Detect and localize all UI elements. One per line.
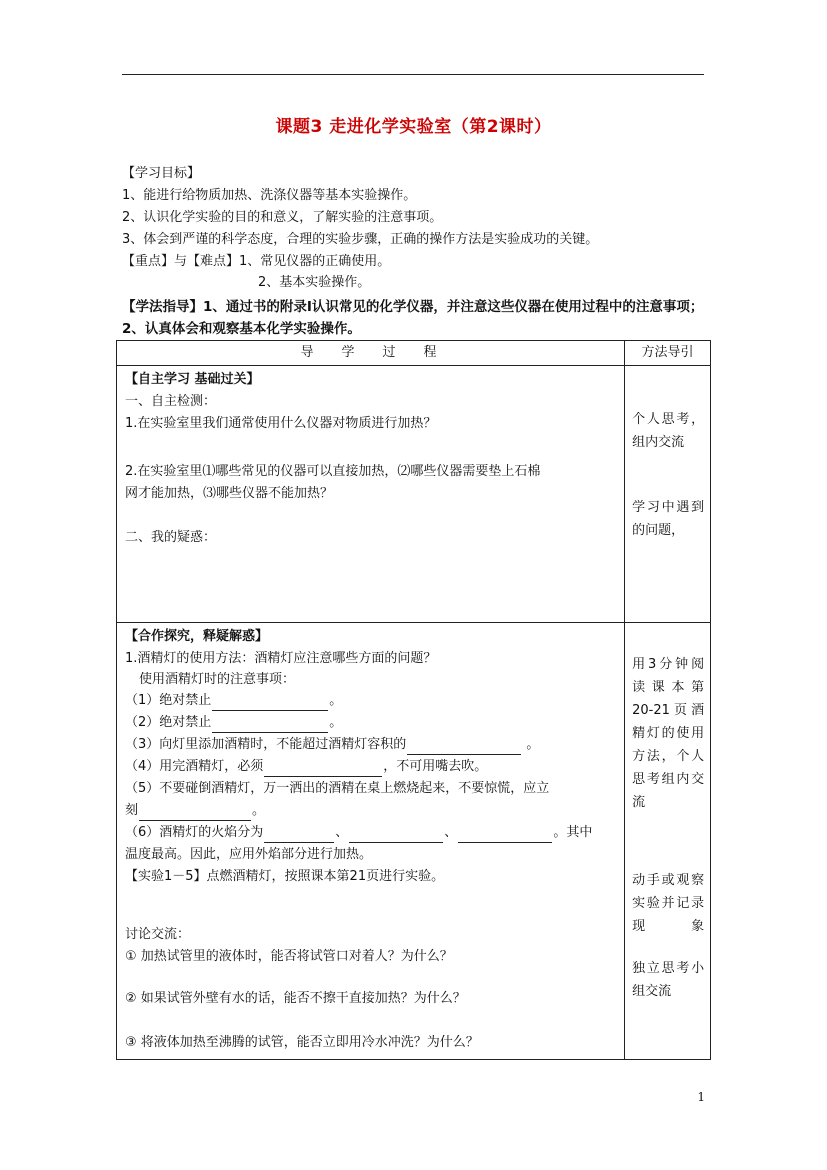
header-rule	[122, 74, 704, 75]
lamp-item-4: （4）用完酒精灯，必须 ，不可用嘴去吹。	[125, 757, 487, 777]
self-check-q2b: 网才能加热，⑶哪些仪器不能加热？	[125, 486, 334, 501]
study-guide: 【学法指导】1、通过书的附录Ⅰ认识常见的化学仪器，并注意这些仪器在使用过程中的注意事项；2、认真体会和观察基本化学实验操作。	[122, 299, 704, 337]
method-problems: 学习中遇到的问题，	[632, 500, 705, 538]
blank-line	[407, 740, 521, 755]
cooperative-heading: 【合作探究，释疑解惑】	[125, 629, 269, 644]
lamp-item-3: （3）向灯里添加酒精时，不能超过酒精灯容积的 。	[125, 735, 539, 755]
blank-line	[212, 718, 328, 733]
self-study-method-cell	[625, 366, 711, 623]
blank-line	[264, 762, 382, 777]
learning-table	[116, 340, 711, 1060]
blank-line	[212, 696, 328, 711]
lamp-item-2: （2）绝对禁止 。	[125, 713, 342, 733]
self-study-heading: 【自主学习 基础过关】	[125, 372, 260, 387]
discussion-q3: ③ 将液体加热至沸腾的试管，能否立即用冷水冲洗？为什么？	[125, 1035, 479, 1050]
method-independent-thinking: 独立思考小组交流	[632, 961, 705, 999]
method-reading: 用3分钟阅读课本第 20-21页酒精灯的使用方法，个人思考组内交流	[632, 657, 705, 810]
discussion-label: 讨论交流：	[125, 927, 191, 942]
cooperative-cell	[117, 623, 625, 1060]
table-header-row	[117, 341, 711, 366]
lamp-item-6a: （6）酒精灯的火焰分为 、 、 。其中	[125, 823, 592, 843]
method-individual-thinking: 个人思考，组内交流	[632, 412, 705, 450]
lamp-notes-label: 使用酒精灯时的注意事项：	[139, 672, 296, 687]
method-header: 方法导引	[625, 341, 711, 366]
method-experiment: 动手或观察实验并记录现象	[632, 873, 705, 934]
lamp-question: 1.酒精灯的使用方法：酒精灯应注意哪些方面的问题？	[125, 651, 437, 666]
doubts-label: 二、我的疑惑：	[125, 530, 217, 545]
process-header: 导学过程	[117, 341, 625, 366]
lamp-item-1: （1）绝对禁止 。	[125, 691, 342, 711]
lamp-item-5a: （5）不要碰倒酒精灯，万一洒出的酒精在桌上燃烧起来，不要惊慌，应立	[125, 781, 550, 796]
self-check-q2a: 2.在实验室里⑴哪些常见的仪器可以直接加热，⑵哪些仪器需要垫上石棉	[125, 464, 541, 479]
page-number: 1	[697, 1090, 705, 1104]
blank-line	[458, 828, 552, 843]
objectives-heading: 【学习目标】	[122, 166, 201, 181]
discussion-q1: ① 加热试管里的液体时，能否将试管口对着人？为什么？	[125, 949, 453, 964]
table-row-self-study	[117, 366, 711, 623]
self-check-label: 一、自主检测：	[125, 394, 217, 409]
experiment-1-5: 【实验1－5】点燃酒精灯，按照课本第21页进行实验。	[125, 869, 445, 884]
lamp-item-5b: 刻 。	[125, 801, 265, 821]
objective-item-2: 2、认识化学实验的目的和意义，了解实验的注意事项。	[122, 210, 443, 225]
blank-line	[349, 828, 443, 843]
discussion-q2: ② 如果试管外壁有水的话，能否不擦干直接加热？为什么？	[125, 991, 466, 1006]
key-points: 【重点】与【难点】1、常见仪器的正确使用。	[122, 254, 391, 269]
lamp-item-6c: 温度最高。因此，应用外焰部分进行加热。	[125, 847, 373, 862]
self-study-cell	[117, 366, 625, 623]
blank-line	[139, 806, 251, 821]
self-check-q1: 1.在实验室里我们通常使用什么仪器对物质进行加热？	[125, 416, 437, 431]
objective-item-1: 1、能进行给物质加热、洗涤仪器等基本实验操作。	[122, 188, 417, 203]
blank-line	[264, 828, 334, 843]
table-row-cooperative	[117, 623, 711, 1060]
page-title: 课题3 走进化学实验室（第2课时）	[275, 117, 552, 137]
key-points-2: 2、基本实验操作。	[258, 275, 371, 290]
cooperative-method-cell	[625, 623, 711, 1060]
objective-item-3: 3、体会到严谨的科学态度，合理的实验步骤，正确的操作方法是实验成功的关键。	[122, 232, 599, 247]
